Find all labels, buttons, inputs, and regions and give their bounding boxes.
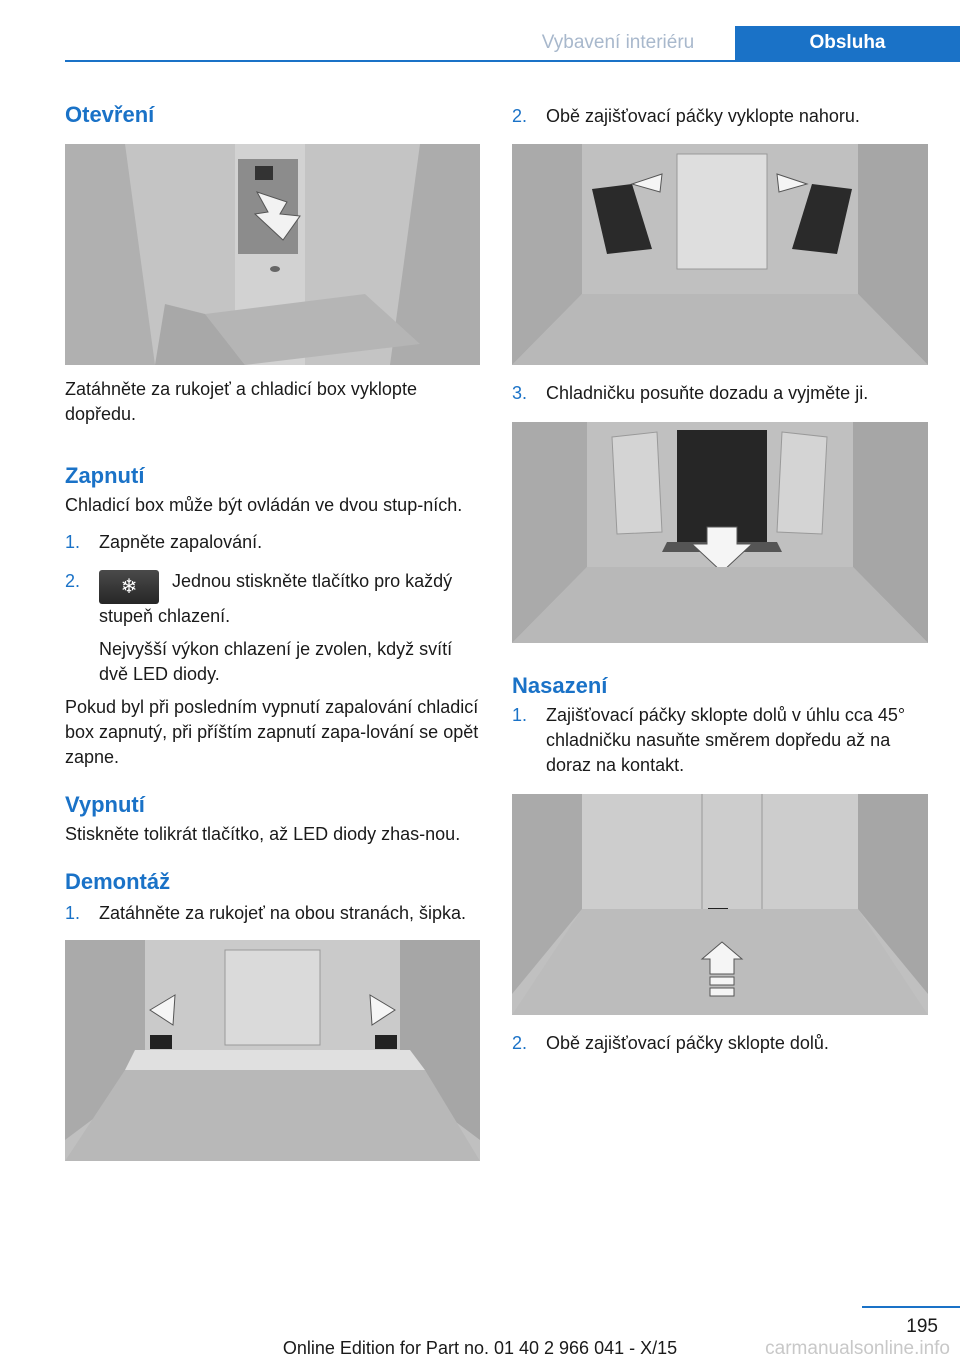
step-number: 1.	[65, 903, 81, 923]
heading-opening: Otevření	[65, 102, 155, 127]
footer-edition: Online Edition for Part no. 01 40 2 966 041 - X/15	[282, 1338, 678, 1358]
step-text: Jednou stiskněte tlačítko pro každý stupeň chlazení.	[99, 571, 453, 626]
right-column	[512, 100, 928, 1056]
header-rule	[65, 60, 960, 62]
text-after-steps: Pokud byl při posledním vypnutí zapalování chladicí box zapnutý, při příštím zapnutí zapa-lování se opět zapne.	[65, 697, 479, 767]
step-number: 3.	[512, 383, 528, 403]
intro-switch-on: Chladicí box může být ovládán ve dvou stup-ních.	[65, 495, 463, 515]
figure-insert-box	[512, 794, 928, 1015]
footer-rule	[862, 1306, 960, 1308]
step-text: Zapněte zapalování.	[99, 532, 263, 552]
step-removal-3	[512, 381, 928, 406]
step-text: Zatáhněte za rukojeť na obou stranách, šipka.	[99, 903, 466, 923]
heading-switch-off: Vypnutí	[65, 792, 145, 817]
heading-switch-on: Zapnutí	[65, 463, 145, 488]
step-note: Nejvyšší výkon chlazení je zvolen, když svítí dvě LED diody.	[99, 639, 453, 684]
text-switch-off: Stiskněte tolikrát tlačítko, až LED diody zhas-nou.	[65, 824, 461, 844]
step-text: Zajišťovací páčky sklopte dolů v úhlu cca 45° chladničku nasuňte směrem dopředu až na doraz na kontakt.	[546, 705, 906, 775]
step-switch-on-2	[65, 569, 480, 687]
step-removal-2	[512, 104, 928, 129]
step-text: Chladničku posuňte dozadu a vyjměte ji.	[546, 383, 869, 403]
heading-removal: Demontáž	[65, 869, 171, 894]
header-section-title: Vybavení interiéru	[541, 32, 695, 53]
figure-pull-box-out	[512, 422, 928, 643]
figure-open-handle	[65, 144, 480, 365]
page-number: 195	[906, 1316, 938, 1337]
step-insertion-1	[512, 703, 928, 778]
figure-levers-up	[512, 144, 928, 365]
step-number: 1.	[512, 705, 528, 725]
header-chapter-tab: Obsluha	[735, 26, 960, 60]
step-switch-on-1	[65, 530, 480, 555]
caption-opening: Zatáhněte za rukojeť a chladicí box vyklopte dopředu.	[65, 379, 417, 424]
watermark: carmanualsonline.info	[765, 1338, 950, 1359]
step-text: Obě zajišťovací páčky sklopte dolů.	[546, 1033, 829, 1053]
step-number: 2.	[65, 571, 81, 591]
snowflake-icon: ❄	[99, 570, 159, 604]
step-number: 1.	[65, 532, 81, 552]
figure-removal-handles	[65, 940, 480, 1161]
step-number: 2.	[512, 1033, 528, 1053]
left-column	[65, 100, 480, 1161]
step-number: 2.	[512, 106, 528, 126]
heading-insertion: Nasazení	[512, 673, 608, 698]
step-removal-1	[65, 901, 480, 926]
step-insertion-2	[512, 1031, 928, 1056]
step-text: Obě zajišťovací páčky vyklopte nahoru.	[546, 106, 860, 126]
